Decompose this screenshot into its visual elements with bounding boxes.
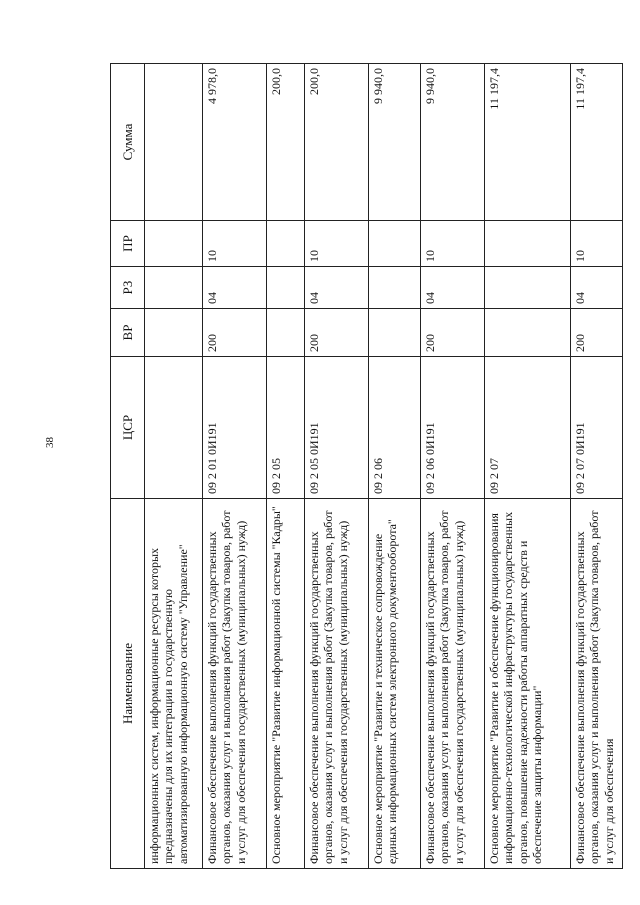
cell-name: Финансовое обеспечение выполнения функций государственных органов, оказания услуг и выполнения работ (Закупка товаров, работ и услуг для обеспечения государственных (муниципальных) нужд) [203, 499, 267, 869]
table-row [369, 64, 421, 869]
cell-sum: 9 940,0 [369, 64, 421, 221]
table-row [203, 64, 267, 869]
cell-sum: 200,0 [267, 64, 305, 221]
header-sum: Сумма [111, 64, 145, 221]
cell-rz: 04 [203, 267, 267, 309]
rotated-page-content [110, 64, 616, 869]
page-number: 38 [44, 437, 56, 448]
cell-pr [485, 221, 571, 267]
cell-vr: 200 [571, 309, 623, 357]
header-csr: ЦСР [111, 357, 145, 499]
table-row [267, 64, 305, 869]
cell-pr [369, 221, 421, 267]
header-pr: ПР [111, 221, 145, 267]
cell-pr: 10 [421, 221, 485, 267]
cell-pr [267, 221, 305, 267]
cell-csr: 09 2 01 0И191 [203, 357, 267, 499]
cell-vr: 200 [421, 309, 485, 357]
cell-sum: 11 197,4 [571, 64, 623, 221]
budget-table [110, 63, 623, 869]
cell-name: Основное мероприятие "Развитие информационной системы "Кадры" [267, 499, 305, 869]
cell-rz: 04 [305, 267, 369, 309]
header-vr: ВР [111, 309, 145, 357]
cell-rz [145, 267, 203, 309]
cell-name: Финансовое обеспечение выполнения функций государственных органов, оказания услуг и выполнения работ (Закупка товаров, работ и услуг для обеспечения [571, 499, 623, 869]
cell-pr [145, 221, 203, 267]
cell-name: Основное мероприятие "Развитие и техническое сопровождение единых информационных систем электронного документооборота" [369, 499, 421, 869]
header-row [111, 64, 145, 869]
cell-name: Финансовое обеспечение выполнения функций государственных органов, оказания услуг и выполнения работ (Закупка товаров, работ и услуг для обеспечения государственных (муниципальных) нужд) [305, 499, 369, 869]
cell-rz [369, 267, 421, 309]
cell-sum: 9 940,0 [421, 64, 485, 221]
cell-csr: 09 2 05 0И191 [305, 357, 369, 499]
cell-vr: 200 [305, 309, 369, 357]
header-rz: РЗ [111, 267, 145, 309]
cell-sum: 200,0 [305, 64, 369, 221]
cell-sum: 11 197,4 [485, 64, 571, 221]
cell-csr: 09 2 05 [267, 357, 305, 499]
cell-csr: 09 2 06 0И191 [421, 357, 485, 499]
cell-csr [145, 357, 203, 499]
table-row [571, 64, 623, 869]
cell-vr [485, 309, 571, 357]
cell-name: Финансовое обеспечение выполнения функций государственных органов, оказания услуг и выполнения работ (Закупка товаров, работ и услуг для обеспечения государственных (муниципальных) нужд) [421, 499, 485, 869]
cell-rz [485, 267, 571, 309]
table-row [305, 64, 369, 869]
cell-sum [145, 64, 203, 221]
cell-name: Основное мероприятие "Развитие и обеспечение функционирования информационно-технологической инфраструктуры государственных органов, повышение надежности работы аппаратных средств и обеспечение защиты информации" [485, 499, 571, 869]
cell-pr: 10 [203, 221, 267, 267]
cell-pr: 10 [571, 221, 623, 267]
cell-rz [267, 267, 305, 309]
cell-vr [267, 309, 305, 357]
cell-csr: 09 2 07 [485, 357, 571, 499]
cell-csr: 09 2 06 [369, 357, 421, 499]
cell-pr: 10 [305, 221, 369, 267]
table-row [145, 64, 203, 869]
cell-rz: 04 [571, 267, 623, 309]
cell-sum: 4 978,0 [203, 64, 267, 221]
cell-name: информационных систем, информационные ресурсы которых предназначены для их интеграции в государственную автоматизированную информационную систему "Управление" [145, 499, 203, 869]
cell-vr [369, 309, 421, 357]
table-row [421, 64, 485, 869]
cell-vr: 200 [203, 309, 267, 357]
header-name: Наименование [111, 499, 145, 869]
cell-csr: 09 2 07 0И191 [571, 357, 623, 499]
cell-vr [145, 309, 203, 357]
table-row [485, 64, 571, 869]
cell-rz: 04 [421, 267, 485, 309]
